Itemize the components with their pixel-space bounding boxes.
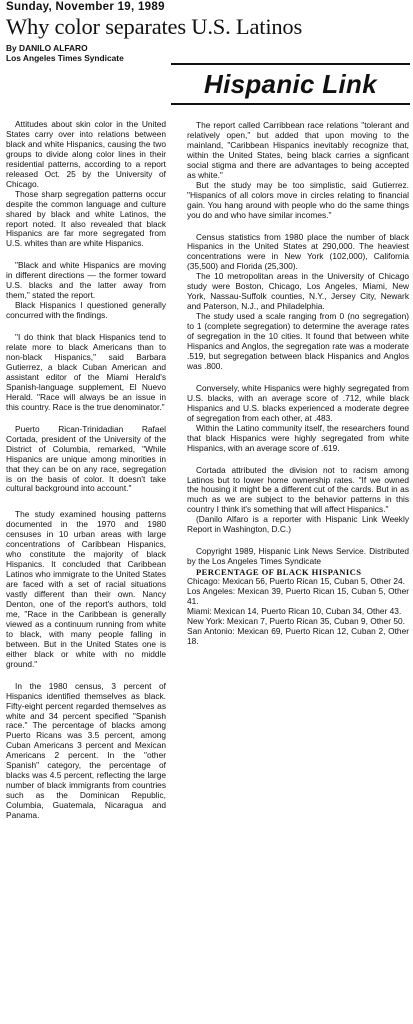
- percentage-row: Los Angeles: Mexican 39, Puerto Rican 15, Cuban 5, Other 41.: [187, 586, 409, 607]
- percentage-row: San Antonio: Mexican 69, Puerto Rican 12, Cuban 2, Other 18.: [187, 625, 409, 646]
- paragraph: But the study may be too simplistic, said Gutierrez. "Hispanics of all colors move in circles relating to financial gain. You hang around with people who do the same things you do and who have similar incomes.": [187, 179, 409, 220]
- paragraph: Those sharp segregation patterns occur despite the common language and culture shared by black and white Latinos, the report noted. It also revealed that black Hispanics are far more segregated from U.S. whites than are white Hispanics.: [6, 188, 166, 249]
- paragraph: Within the Latino community itself, the researchers found that black Hispanics were highly segregated from white Hispanics, with an average score of .619.: [187, 422, 409, 453]
- paragraph: Attitudes about skin color in the United States carry over into relations between black and white Hispanics, causing the two groups to divide along color lines in their residential patterns, according to a report released Oct. 25 by the University of Chicago.: [6, 119, 166, 189]
- byline: [6, 43, 166, 63]
- paragraph: The study used a scale ranging from 0 (no segregation) to 1 (complete segregation) to determine the average rates of segregation in the 10 cities. It found that between white Hispanics and Anglos, the segregation rate was a moderate .519, but segregation between black Hispanics and Anglos was .800.: [187, 311, 409, 371]
- paragraph: In the 1980 census, 3 percent of Hispanics identified themselves as black. Fifty-eight percent regarded themselves as white and 34 percent specified "Spanish race." The percentage of blacks among Puerto Ricans was 3.5 percent, among Cuban Americans 3 percent and Mexican Americans 2 percent. In the "other Spanish" category, the percentage of blacks was 4.5 percent, reflecting the large number of black immigrants from countries such as the Dominican Republic, Columbia, Guatemala, Nicaragua and Panama.: [6, 680, 166, 821]
- copyright-notice: Copyright 1989, Hispanic Link News Service. Distributed by the Los Angeles Times Syndicate: [187, 546, 409, 567]
- dateline: Sunday, November 19, 1989: [6, 1, 165, 13]
- headline: Why color separates U.S. Latinos: [6, 14, 303, 39]
- percentage-row: Miami: Mexican 14, Puerto Rican 10, Cuban 34, Other 43.: [187, 605, 402, 616]
- paragraph: "I do think that black Hispanics tend to relate more to black Americans than to non-black Hispanics," said Barbara Gutierrez, a black Cuban American and assistant editor of the Miami Herald's Spanish-language supplement, El Nuevo Herald. "Race will always be an issue in this country. Race is the true denominator.": [6, 332, 166, 412]
- logo-text: Hispanic Link: [204, 68, 377, 99]
- paragraph: Puerto Rican-Trinidadian Rafael Cortada, president of the University of the District of Columbia, remarked, "While Hispanics are unique among minorities in that they can be on any race, segregation is on the basis of color. It doesn't take cultural background into account.": [6, 423, 166, 494]
- left-column: [6, 120, 166, 821]
- paragraph: Cortada attributed the division not to racism among Latinos but to lower home ownership rates. "If we owned the housing it might be a different cut of the cards. But in as much as we are subject to the behavior patterns in this country I think it's something that will affect Hispanics.": [187, 464, 409, 515]
- paragraph: The report called Carribbean race relations "tolerant and relatively open," but added that upon moving to the mainland, "Caribbean Hispanics inevitably recognize that, within the United States, being black carries a signficant social stigma and there are advantages to being accepted as white.": [187, 120, 409, 180]
- paragraph: Census statistics from 1980 place the number of black Hispanics in the United States at 290,000. The heaviest concentrations were in New York (102,000), California (35,500) and Florida (25,300).: [187, 231, 409, 272]
- paragraph: "Black and white Hispanics are moving in different directions — the former toward U.S. blacks and the latter away from them," stated the report.: [6, 260, 166, 301]
- percentage-box: [187, 567, 409, 647]
- paragraph: The 10 metropolitan areas in the University of Chicago study were Boston, Chicago, Los Angeles, Miami, New York, Nassau-Suffolk counties, N.Y., Jersey City, Newark and Paterson, N.J., and Philadelphia.: [187, 271, 409, 312]
- paragraph: Conversely, white Hispanics were highly segregated from U.S. blacks, with an average score of .712, while black Hispanics and U.S. blacks experienced a moderate degree of segregation from each other, at .483.: [187, 382, 409, 423]
- paragraph: The study examined housing patterns documented in the 1970 and 1980 censuses in 10 urban areas with large concentrations of Caribbean Hispanics, who constitute the majority of black Hispanics. It concluded that Caribbean Latinos who immigrate to the United States are faced with a set of racial situations vastly different than their own. Nancy Denton, one of the report's authors, told me, "Race in the Caribbean is generally viewed as a continuum running from white to black, with many people falling in between. But in the United States one is either black or white with no middle ground.": [6, 509, 166, 669]
- right-column: [187, 121, 409, 647]
- percentage-row: Chicago: Mexican 56, Puerto Rican 15, Cuban 5, Other 24.: [187, 576, 405, 587]
- hispanic-link-logo: [171, 63, 410, 105]
- byline-syndicate: Los Angeles Times Syndicate: [6, 53, 124, 63]
- percentage-box-title: PERCENTAGE OF BLACK HISPANICS: [196, 567, 362, 578]
- paragraph: (Danilo Alfaro is a reporter with Hispanic Link Weekly Report in Washington, D.C.): [187, 514, 409, 535]
- byline-author: By DANILO ALFARO: [6, 43, 88, 53]
- paragraph: Black Hispanics I questioned generally concurred with the findings.: [6, 300, 166, 321]
- percentage-row: New York: Mexican 7, Puerto Rican 35, Cuban 9, Other 50.: [187, 615, 405, 626]
